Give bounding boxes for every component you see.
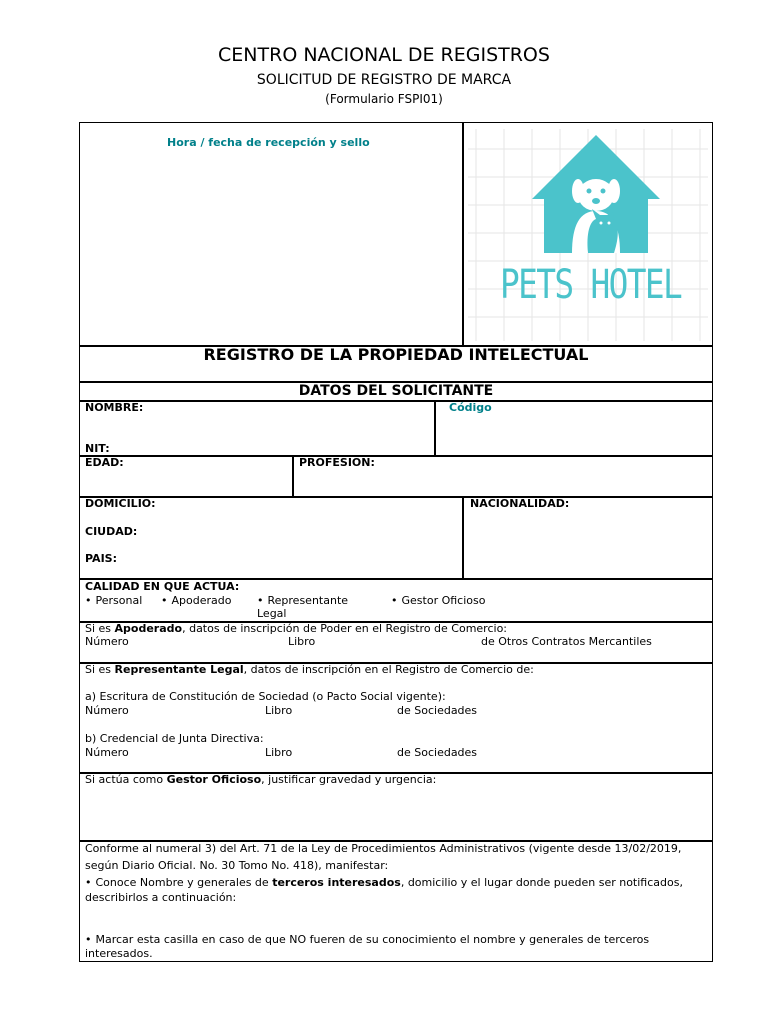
option-representante-legal[interactable] bbox=[257, 594, 348, 620]
gestor-post: , justificar gravedad y urgencia: bbox=[261, 773, 437, 786]
nit-label: NIT: bbox=[85, 442, 110, 455]
terceros-b1-pre: Conoce Nombre y generales de bbox=[95, 876, 273, 889]
credencial-sociedades: de Sociedades bbox=[397, 746, 478, 759]
apoderado-row[interactable] bbox=[79, 621, 713, 664]
registry-title-row bbox=[79, 345, 713, 383]
profesion-field[interactable] bbox=[292, 455, 713, 498]
codigo-label: Código bbox=[449, 401, 492, 414]
gestor-pre: Si actúa como bbox=[85, 773, 167, 786]
domicilio-field[interactable] bbox=[79, 496, 464, 580]
nombre-label: NOMBRE: bbox=[85, 401, 144, 414]
terceros-row[interactable] bbox=[79, 840, 713, 962]
representante-post: , datos de inscripción en el Registro de Comercio de: bbox=[243, 663, 534, 676]
gestor-text bbox=[85, 773, 436, 786]
document-title: CENTRO NACIONAL DE REGISTROS bbox=[218, 44, 550, 66]
edad-label: EDAD: bbox=[85, 456, 124, 469]
credencial-numero: Número bbox=[85, 746, 129, 759]
edad-field[interactable] bbox=[79, 455, 294, 498]
gestor-row[interactable] bbox=[79, 772, 713, 842]
profesion-label: PROFESION: bbox=[299, 456, 375, 469]
escritura-libro: Libro bbox=[265, 704, 293, 717]
logo-box bbox=[462, 122, 713, 347]
representante-bold: Representante Legal bbox=[114, 663, 244, 676]
codigo-field[interactable] bbox=[434, 400, 713, 457]
ciudad-label: CIUDAD: bbox=[85, 525, 138, 538]
terceros-b2-line1: Marcar esta casilla en caso de que NO fueren de su conocimiento el nombre y generales de terceros bbox=[95, 933, 650, 946]
pais-label: PAIS: bbox=[85, 552, 117, 565]
option-representante-line1: • Representante bbox=[257, 594, 348, 607]
nacionalidad-label: NACIONALIDAD: bbox=[470, 497, 570, 510]
logo-text: PETS HOTEL bbox=[500, 262, 682, 308]
registry-title: REGISTRO DE LA PROPIEDAD INTELECTUAL bbox=[203, 345, 589, 364]
nombre-nit-field[interactable] bbox=[79, 400, 436, 457]
apoderado-bold: Apoderado bbox=[114, 622, 183, 635]
apoderado-otros: de Otros Contratos Mercantiles bbox=[481, 635, 652, 648]
terceros-b1-line2: describirlos a continuación: bbox=[85, 891, 237, 904]
terceros-b1-post: , domicilio y el lugar donde pueden ser notificados, bbox=[400, 876, 683, 889]
form-code: (Formulario FSPI01) bbox=[325, 92, 443, 106]
terceros-bullet1[interactable] bbox=[85, 876, 683, 889]
option-personal[interactable]: • Personal bbox=[85, 594, 142, 607]
option-representante-line2: Legal bbox=[257, 607, 287, 620]
reception-label: Hora / fecha de recepción y sello bbox=[167, 136, 370, 149]
apoderado-post: , datos de inscripción de Poder en el Registro de Comercio: bbox=[182, 622, 508, 635]
domicilio-label: DOMICILIO: bbox=[85, 497, 156, 510]
section-title-row bbox=[79, 381, 713, 402]
escritura-title: a) Escritura de Constitución de Sociedad (o Pacto Social vigente): bbox=[85, 690, 446, 703]
terceros-bullet2[interactable] bbox=[85, 933, 649, 946]
pets-hotel-logo bbox=[468, 129, 708, 341]
terceros-b1-bold: terceros interesados bbox=[272, 876, 401, 889]
section-title: DATOS DEL SOLICITANTE bbox=[298, 383, 494, 399]
reception-stamp-box[interactable] bbox=[79, 122, 464, 347]
option-apoderado[interactable]: • Apoderado bbox=[161, 594, 231, 607]
apoderado-numero: Número bbox=[85, 635, 129, 648]
representante-pre: Si es bbox=[85, 663, 115, 676]
option-gestor-oficioso[interactable]: • Gestor Oficioso bbox=[391, 594, 485, 607]
escritura-sociedades: de Sociedades bbox=[397, 704, 478, 717]
apoderado-text bbox=[85, 622, 507, 635]
terceros-line2: según Diario Oficial. No. 30 Tomo No. 418), manifestar: bbox=[85, 859, 389, 872]
credencial-title: b) Credencial de Junta Directiva: bbox=[85, 732, 264, 745]
apoderado-libro: Libro bbox=[288, 635, 316, 648]
escritura-numero: Número bbox=[85, 704, 129, 717]
terceros-b2-line2: interesados. bbox=[85, 947, 153, 960]
calidad-row bbox=[79, 578, 713, 623]
apoderado-pre: Si es bbox=[85, 622, 115, 635]
representante-row[interactable] bbox=[79, 662, 713, 774]
document-subtitle: SOLICITUD DE REGISTRO DE MARCA bbox=[256, 72, 512, 88]
representante-text bbox=[85, 663, 534, 676]
gestor-bold: Gestor Oficioso bbox=[166, 773, 262, 786]
nacionalidad-field[interactable] bbox=[462, 496, 713, 580]
terceros-line1: Conforme al numeral 3) del Art. 71 de la Ley de Procedimientos Administrativos (vigente desde 13/02/2019, bbox=[85, 842, 682, 855]
calidad-title: CALIDAD EN QUE ACTUA: bbox=[85, 580, 240, 593]
credencial-libro: Libro bbox=[265, 746, 293, 759]
